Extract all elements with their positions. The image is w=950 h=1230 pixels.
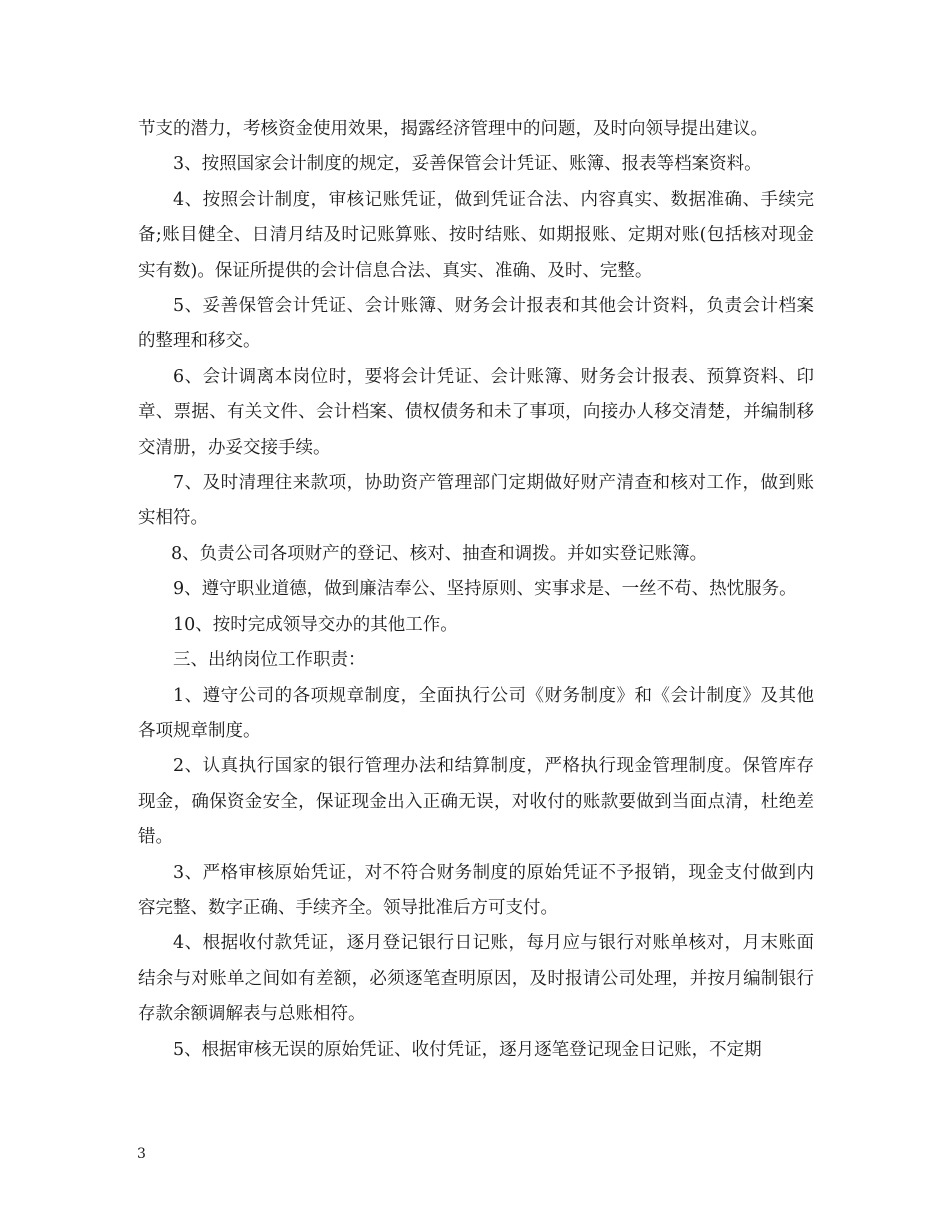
page-number: 3	[137, 1146, 146, 1162]
document-body	[138, 112, 814, 1068]
paragraph-item-7: 7、及时清理往来款项，协助资产管理部门定期做好财产清查和核对工作，做到账实相符。	[138, 473, 814, 529]
paragraph-item-3: 3、按照国家会计制度的规定，妥善保管会计凭证、账簿、报表等档案资料。	[173, 154, 762, 175]
section-heading-cashier: 三、出纳岗位工作职责：	[173, 650, 366, 671]
paragraph-item-10: 10、按时完成领导交办的其他工作。	[173, 614, 458, 635]
paragraph-cashier-5: 5、根据审核无误的原始凭证、收付凭证，逐月逐笔登记现金日记账，不定期	[173, 1039, 762, 1060]
paragraph-cashier-4: 4、根据收付款凭证，逐月登记银行日记账，每月应与银行对账单核对，月末账面结余与对账单之间如有差额，必须逐笔查明原因，及时报请公司处理，并按月编制银行存款余额调解表与总账相符。	[138, 933, 814, 1025]
paragraph-item-4: 4、按照会计制度，审核记账凭证，做到凭证合法、内容真实、数据准确、手续完备;账目健全、日清月结及时记账算账、按时结账、如期报账、定期对账(包括核对现金实有数)。保证所提供的会计信息合法、真实、准确、及时、完整。	[138, 189, 814, 281]
paragraph-item-5: 5、妥善保管会计凭证、会计账簿、财务会计报表和其他会计资料，负责会计档案的整理和移交。	[138, 296, 814, 352]
paragraph-cashier-1: 1、遵守公司的各项规章制度，全面执行公司《财务制度》和《会计制度》及其他各项规章制度。	[138, 685, 814, 741]
paragraph-item-9: 9、遵守职业道德，做到廉洁奉公、坚持原则、实事求是、一丝不苟、热忱服务。	[173, 579, 797, 600]
paragraph-item-6: 6、会计调离本岗位时，要将会计凭证、会计账簿、财务会计报表、预算资料、印章、票据、有关文件、会计档案、债权债务和未了事项，向接办人移交清楚，并编制移交清册，办妥交接手续。	[138, 366, 814, 458]
paragraph-continuation: 节支的潜力，考核资金使用效果，揭露经济管理中的问题，及时向领导提出建议。	[138, 119, 768, 139]
paragraph-cashier-2: 2、认真执行国家的银行管理办法和结算制度，严格执行现金管理制度。保管库存现金，确保资金安全，保证现金出入正确无误，对收付的账款要做到当面点清，杜绝差错。	[138, 756, 814, 848]
paragraph-item-8: 8、负责公司各项财产的登记、核对、抽查和调拨。并如实登记账簿。	[171, 543, 708, 564]
paragraph-cashier-3: 3、严格审核原始凭证，对不符合财务制度的原始凭证不予报销，现金支付做到内容完整、数字正确、手续齐全。领导批准后方可支付。	[138, 862, 814, 918]
